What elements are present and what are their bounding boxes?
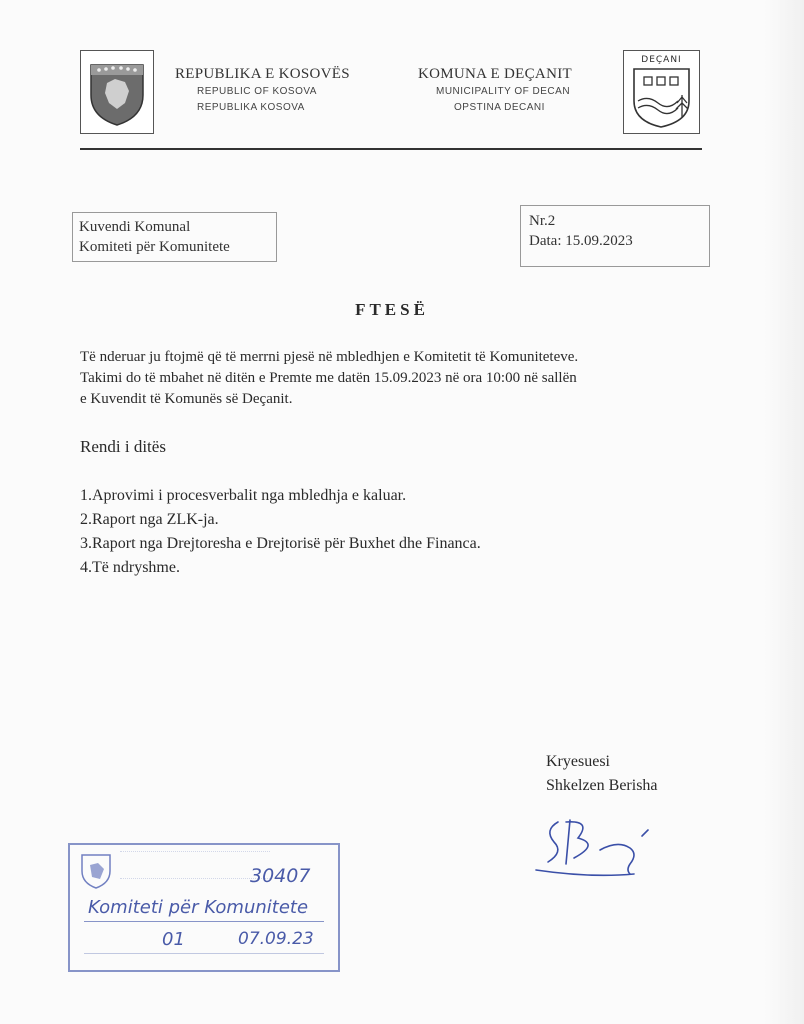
document-title: FTESË: [355, 300, 429, 319]
stamp-divider: [84, 921, 324, 922]
body-line-1: Të nderuar ju ftojmë që të merrni pjesë në mbledhjen e Komitetit të Komuniteteve.: [80, 349, 579, 365]
stamp-bottom-line: [84, 953, 324, 954]
decani-municipal-logo: [623, 50, 700, 134]
agenda-list: [80, 484, 481, 580]
agenda-item: 3.Raport nga Drejtoresha e Drejtorisë për Buxhet dhe Financa.: [80, 535, 481, 552]
signatory-name: Shkelzen Berisha: [546, 777, 658, 794]
agenda-item: 2.Raport nga ZLK-ja.: [80, 511, 219, 528]
reference-date: Data: 15.09.2023: [529, 233, 633, 249]
stamp-coat-of-arms-icon: [78, 851, 114, 891]
stamp-faint-header: [120, 851, 270, 879]
sender-line-2: Komiteti për Komunitete: [79, 239, 230, 255]
stamp-handwritten-code: 01: [162, 929, 185, 950]
handwritten-signature: [530, 800, 680, 885]
stamp-handwritten-unit: Komiteti për Komunitete: [88, 897, 309, 918]
header-left-subtitle-sr: REPUBLIKA KOSOVA: [197, 102, 305, 113]
coat-of-arms-icon: [81, 51, 153, 133]
agenda-item: 4.Të ndryshme.: [80, 559, 180, 576]
header-right-subtitle-en: MUNICIPALITY OF DECAN: [436, 86, 571, 97]
registry-stamp: [68, 843, 340, 972]
kosovo-coat-of-arms-logo: [80, 50, 154, 134]
reference-number: Nr.2: [529, 213, 556, 229]
body-line-3: e Kuvendit të Komunës së Deçanit.: [80, 391, 293, 407]
header-divider: [80, 148, 702, 150]
body-line-2: Takimi do të mbahet në ditën e Premte me datën 15.09.2023 në ora 10:00 në sallën: [80, 370, 577, 386]
stamp-handwritten-date: 07.09.23: [238, 929, 314, 949]
signature-block: [546, 750, 658, 798]
stamp-number: 30407: [250, 865, 311, 887]
header-right-title: KOMUNA E DEÇANIT: [418, 66, 572, 82]
scan-edge-shadow: [764, 0, 804, 1024]
municipal-logo-text: DEÇANI: [641, 55, 682, 65]
header-left-subtitle-en: REPUBLIC OF KOSOVA: [197, 86, 317, 97]
agenda-heading: Rendi i ditës: [80, 437, 166, 456]
signatory-role: Kryesuesi: [546, 753, 610, 770]
header-left-title: REPUBLIKA E KOSOVËS: [175, 66, 350, 82]
header-right-subtitle-sr: OPSTINA DECANI: [454, 102, 545, 113]
sender-box: [72, 212, 277, 262]
invitation-body: [80, 347, 720, 410]
sender-line-1: Kuvendi Komunal: [79, 219, 191, 235]
reference-box: [520, 205, 710, 267]
agenda-item: 1.Aprovimi i procesverbalit nga mbledhja e kaluar.: [80, 487, 407, 504]
